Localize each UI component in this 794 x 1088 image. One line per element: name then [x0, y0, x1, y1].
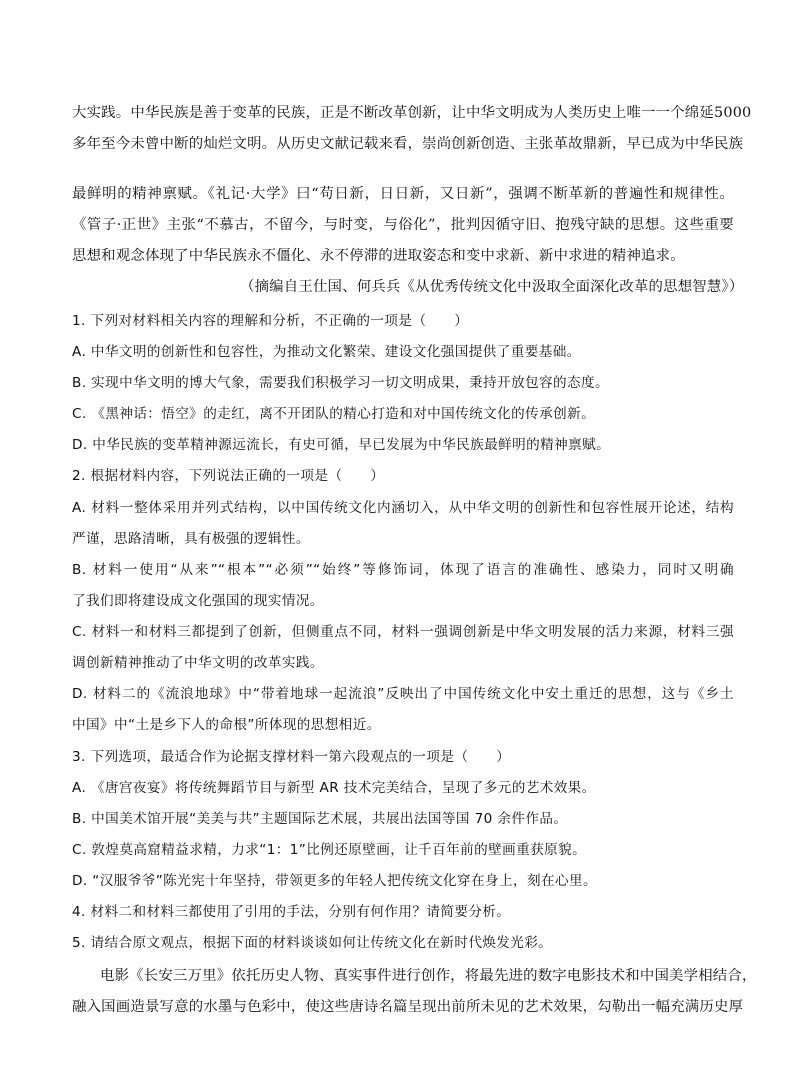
question-4: 4. 材料二和材料三都使用了引用的手法，分别有何作用？请简要分析。 — [72, 904, 511, 920]
option-a: A. 材料一整体采用并列式结构，以中国传统文化内涵切入，从中华文明的创新性和包容性展开论述，结构 — [72, 500, 734, 516]
passage-line: 大实践。中华民族是善于变革的民族，正是不断改革创新，让中华文明成为人类历史上唯一一个绵延5000 — [72, 105, 752, 121]
option-d-cont: 中国》中“土是乡下人的命根”所体现的思想相近。 — [72, 717, 381, 733]
option-c: C. 《黑神话：悟空》的走红，离不开团队的精心打造和对中国传统文化的传承创新。 — [72, 406, 596, 422]
passage-line: 多年至今未曾中断的灿烂文明。从历史文献记载来看，崇尚创新创造、主张革故鼎新，早已成为中华民族 — [72, 136, 744, 152]
option-b: B. 实现中华文明的博大气象，需要我们积极学习一切文明成果，秉持开放包容的态度。 — [72, 375, 609, 391]
option-c: C. 敦煌莫高窟精益求精，力求“1：1”比例还原壁画，让千百年前的壁画重获原貌。 — [72, 842, 587, 858]
option-c-cont: 调创新精神推动了中华文明的改革实践。 — [72, 655, 324, 671]
option-b: B. 材料一使用“从来”“根本”“必须”“始终”等修饰词，体现了语言的准确性、感染力，同时又明确 — [72, 562, 734, 578]
option-a: A. 中华文明的创新性和包容性，为推动文化繁荣、建设文化强国提供了重要基础。 — [72, 344, 581, 360]
question-5: 5. 请结合原文观点，根据下面的材料谈谈如何让传统文化在新时代焕发光彩。 — [72, 935, 553, 951]
option-a-cont: 严谨，思路清晰，具有极强的逻辑性。 — [72, 531, 310, 547]
option-d: D. 材料二的《流浪地球》中“带着地球一起流浪”反映出了中国传统文化中安土重迁的思想，这与《乡土 — [72, 686, 734, 702]
question-stem: 3. 下列选项，最适合作为论据支撑材料一第六段观点的一项是（ ） — [72, 749, 511, 765]
option-a: A. 《唐宫夜宴》将传统舞蹈节目与新型 AR 技术完美结合，呈现了多元的艺术效果。 — [72, 780, 596, 796]
material-line: 融入国画造景写意的水墨与色彩中，使这些唐诗名篇呈现出前所未见的艺术效果，勾勒出一幅充满历史厚 — [72, 999, 744, 1015]
passage-line: 最鲜明的精神禀赋。《礼记·大学》曰“苟日新，日日新，又日新”，强调不断革新的普遍性和规律性。 — [72, 186, 734, 202]
option-b: B. 中国美术馆开展“美美与共”主题国际艺术展，共展出法国等国 70 余件作品。 — [72, 811, 568, 827]
passage-line: 《管子·正世》主张“不慕古，不留今，与时变，与俗化”，批判因循守旧、抱残守缺的思想。这些重要 — [72, 217, 734, 233]
option-b-cont: 了我们即将建设成文化强国的现实情况。 — [72, 593, 324, 609]
option-c: C. 材料一和材料三都提到了创新，但侧重点不同，材料一强调创新是中华文明发展的活力来源，材料三强 — [72, 624, 734, 640]
question-stem: 2. 根据材料内容，下列说法正确的一项是（ ） — [72, 468, 385, 484]
question-stem: 1. 下列对材料相关内容的理解和分析，不正确的一项是（ ） — [72, 313, 469, 329]
material-line: 电影《长安三万里》依托历史人物、真实事件进行创作，将最先进的数字电影技术和中国美学相结合， — [100, 968, 757, 984]
option-d: D. 中华民族的变革精神源远流长，有史可循，早已发展为中华民族最鲜明的精神禀赋。 — [72, 437, 611, 453]
option-d: D. “汉服爷爷”陈光宪十年坚持，带领更多的年轻人把传统文化穿在身上，刻在心里。 — [72, 873, 597, 889]
passage-source: （摘编自王仕国、何兵兵《从优秀传统文化中汲取全面深化改革的思想智慧》） — [240, 279, 744, 295]
passage-line: 思想和观念体现了中华民族永不僵化、永不停滞的进取姿态和变中求新、新中求进的精神追求。 — [72, 248, 685, 264]
